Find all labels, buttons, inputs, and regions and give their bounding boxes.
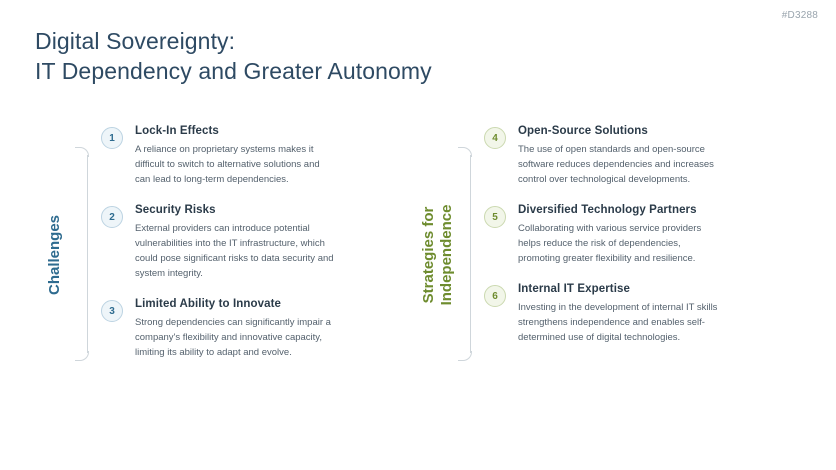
item-description: The use of open standards and open-source software reduces dependencies and increases control over technological developments. (518, 144, 714, 185)
page-title (35, 26, 432, 86)
item-title: Diversified Technology Partners (518, 204, 697, 216)
strategies-label-line-1: Strategies for (420, 206, 437, 304)
item-title: Limited Ability to Innovate (135, 298, 282, 310)
list-item (484, 125, 801, 187)
item-number-badge: 3 (101, 300, 123, 322)
item-description: External providers can introduce potential vulnerabilities into the IT infrastructure, which could pose significant risks to data security and system integrity. (135, 223, 334, 279)
strategies-label-wrap (418, 125, 458, 385)
item-text-block (123, 298, 335, 360)
list-item (101, 204, 418, 281)
left-bracket-icon (75, 147, 89, 361)
list-item (101, 298, 418, 360)
item-description: A reliance on proprietary systems makes it difficult to switch to alternative solutions and can lead to long-term dependencies. (135, 144, 320, 185)
item-number-badge: 2 (101, 206, 123, 228)
list-item (484, 283, 801, 345)
item-title: Security Risks (135, 204, 216, 216)
item-title: Open-Source Solutions (518, 125, 648, 137)
page-title-line-2: IT Dependency and Greater Autonomy (35, 58, 432, 84)
item-title: Internal IT Expertise (518, 283, 631, 295)
slide-id-tag: #D3288 (781, 10, 818, 21)
strategies-item-list (472, 125, 801, 345)
item-description: Investing in the development of internal IT skills strengthens independence and enables self-determined use of digital technologies. (518, 302, 718, 343)
item-number-badge: 6 (484, 285, 506, 307)
challenges-label-wrap (35, 125, 75, 385)
right-bracket-icon (458, 147, 472, 361)
challenges-item-list (89, 125, 418, 360)
list-item (484, 204, 801, 266)
item-number-badge: 5 (484, 206, 506, 228)
item-title: Lock-In Effects (135, 125, 219, 137)
column-strategies (418, 125, 801, 385)
item-text-block (506, 283, 718, 345)
challenges-label (46, 215, 64, 295)
item-number-badge: 1 (101, 127, 123, 149)
item-description: Strong dependencies can significantly impair a company's flexibility and innovative capacity, limiting its ability to adapt and evolve. (135, 317, 331, 358)
list-item (101, 125, 418, 187)
column-challenges (35, 125, 418, 385)
item-text-block (123, 125, 335, 187)
challenges-label-line-1: Challenges (46, 214, 63, 296)
item-text-block (506, 125, 718, 187)
item-text-block (123, 204, 335, 281)
strategies-label-line-2: Independence (438, 204, 455, 306)
strategies-label (420, 205, 456, 306)
item-number-badge: 4 (484, 127, 506, 149)
item-text-block (506, 204, 718, 266)
diagram-columns (35, 125, 801, 385)
page-title-line-1: Digital Sovereignty: (35, 28, 236, 54)
item-description: Collaborating with various service providers helps reduce the risk of dependencies, promoting greater flexibility and resilience. (518, 223, 702, 264)
